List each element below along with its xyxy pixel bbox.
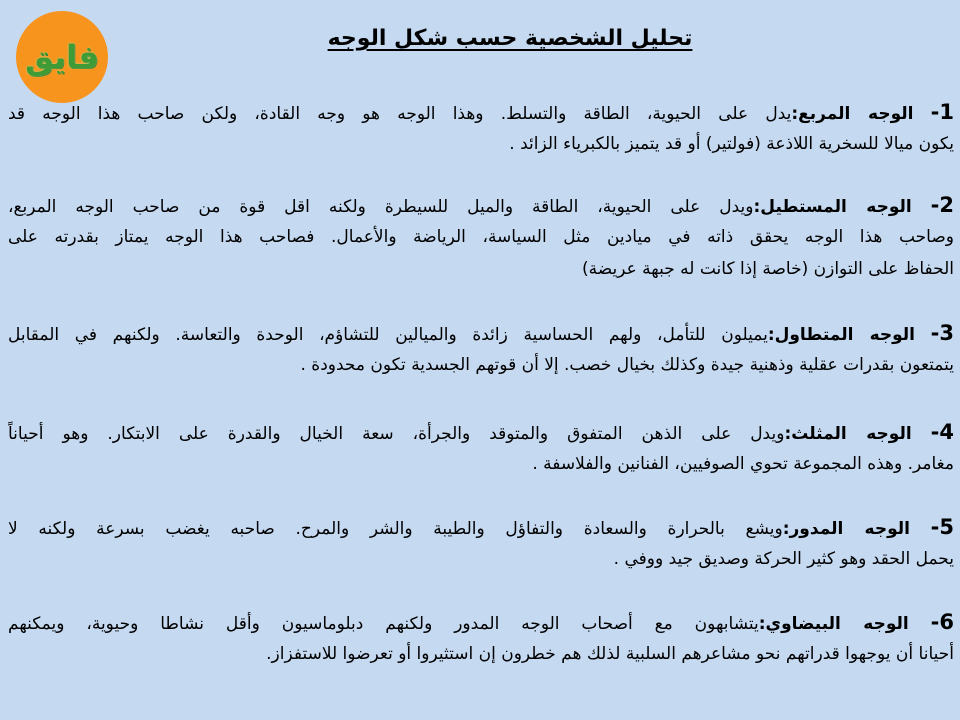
item-heading: الوجه المربع: [791, 104, 914, 124]
face-shape-item-elongated [8, 317, 954, 381]
face-shape-item-oval [8, 606, 954, 670]
logo-text: فايق [25, 38, 99, 76]
item-line: يتمتعون بقدرات عقلية وذهنية جيدة وكذلك بخيال خصب. إلا أن قوتهم الجسدية تكون محدودة . [300, 355, 954, 375]
item-text: يدل على الحيوية، الطاقة والتسلط. وهذا الوجه هو وجه القادة، ولكن صاحب هذا الوجه قد [8, 104, 792, 124]
item-line [8, 606, 954, 638]
item-number: 6- [930, 610, 954, 634]
item-line: يكون ميالا للسخرية اللاذعة (فولتير) أو قد يتميز بالكبرياء الزائد . [509, 134, 954, 154]
item-heading: الوجه المتطاول: [767, 325, 916, 345]
item-line [8, 416, 954, 448]
item-line [8, 189, 954, 221]
item-number: 4- [930, 420, 954, 444]
item-text: يميلون للتأمل، ولهم الحساسية زائدة والميالين للتشاؤم، الوحدة والتعاسة. ولكنهم في المقابل [8, 325, 768, 345]
item-number: 1- [930, 100, 954, 124]
page-title: تحليل الشخصية حسب شكل الوجه [327, 26, 693, 51]
item-text: ويدل على الحيوية، الطاقة والميل للسيطرة ولكنه اقل قوة من صاحب الوجه المربع، [8, 197, 754, 217]
item-line: يحمل الحقد وهو كثير الحركة وصديق جيد ووفي . [613, 549, 954, 569]
item-number: 5- [930, 515, 954, 539]
item-text: ويشع بالحرارة والسعادة والتفاؤل والطيبة والشر والمرح. صاحبه يغضب بسرعة ولكنه لا [8, 519, 783, 539]
face-shape-item-round [8, 511, 954, 575]
item-line: مغامر. وهذه المجموعة تحوي الصوفيين، الفنانين والفلاسفة . [532, 454, 954, 474]
item-heading: الوجه المستطيل: [753, 197, 912, 217]
face-shape-item-square [8, 96, 954, 160]
item-line: وصاحب هذا الوجه يحقق ذاته في ميادين مثل السياسة، الرياضة والأعمال. فصاحب هذا الوجه يمتاز بقدرته على [8, 227, 954, 247]
item-line [8, 96, 954, 128]
face-shape-item-rectangle [8, 189, 954, 285]
item-line: الحفاظ على التوازن (خاصة إذا كانت له جبهة عريضة) [582, 259, 954, 279]
item-heading: الوجه المثلث: [784, 424, 912, 444]
item-heading: الوجه البيضاوي: [758, 614, 909, 634]
face-shape-item-triangle [8, 416, 954, 480]
item-number: 3- [930, 321, 954, 345]
item-text: ويدل على الذهن المتفوق والمتوقد والجرأة، سعة الخيال والقدرة على الابتكار. وهو أحياناً [8, 424, 785, 444]
item-line [8, 511, 954, 543]
item-line: أحيانا أن يوجهوا قدراتهم نحو مشاعرهم السلبية لذلك هم خطرون إن استثيروا أو تعرضوا للاستفزاز. [266, 644, 954, 664]
item-number: 2- [930, 193, 954, 217]
item-text: يتشابهون مع أصحاب الوجه المدور ولكنهم دبلوماسيون وأقل نشاطا وحيوية، ويمكنهم [8, 614, 759, 634]
logo [16, 11, 108, 103]
item-heading: الوجه المدور: [782, 519, 910, 539]
item-line [8, 317, 954, 349]
